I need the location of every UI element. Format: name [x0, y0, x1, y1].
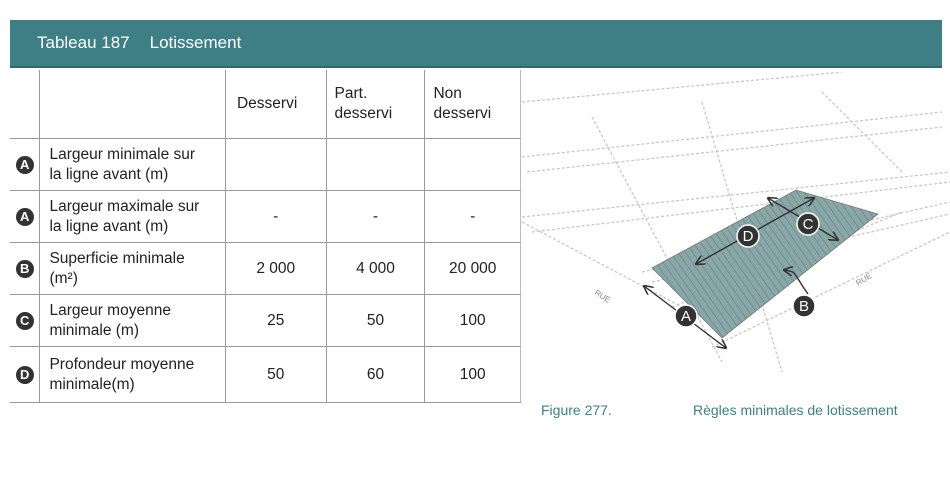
badge-d-icon: D [16, 366, 34, 384]
figure-caption-text: Règles minimales de lotissement [693, 402, 898, 418]
figure-caption-number: Figure 277. [541, 402, 612, 418]
table-head-row [10, 70, 521, 139]
col-header-non-desservi [425, 70, 521, 139]
badge-a-label-icon [675, 305, 697, 327]
col-header-desservi: Desservi [225, 70, 326, 139]
cell-desservi: 2 000 [225, 243, 326, 295]
svg-text:A: A [680, 308, 692, 325]
cell-desservi [225, 139, 326, 191]
row-label: Largeur maximale sur la ligne avant (m) [40, 191, 226, 243]
head-cell-icon [10, 70, 40, 139]
badge-c-label-icon [797, 213, 819, 235]
badge-c-icon: C [16, 312, 34, 330]
badge-b-label-icon [793, 295, 815, 317]
cell-desservi: 25 [225, 295, 326, 347]
head-cell-label [40, 70, 226, 139]
cell-desservi: 50 [225, 347, 326, 403]
row-label: Largeur moyenne minimale (m) [40, 295, 226, 347]
row-label: Largeur minimale sur la ligne avant (m) [40, 139, 226, 191]
svg-text:B: B [798, 298, 810, 315]
table-number: Tableau 187 [37, 33, 130, 52]
cell-desservi: - [225, 191, 326, 243]
table-title: Lotissement [149, 33, 242, 52]
svg-text:D: D [742, 228, 754, 245]
table-row [10, 139, 521, 191]
cell-non-desservi: 100 [425, 347, 521, 403]
col-header-non-line1: Non [433, 85, 462, 102]
cell-part-desservi: - [326, 191, 425, 243]
lot-rules-table [10, 70, 521, 403]
badge-a-icon: A [16, 208, 34, 226]
cell-part-desservi [326, 139, 425, 191]
col-header-non-line2: desservi [433, 105, 492, 122]
cell-part-desservi: 4 000 [326, 243, 425, 295]
svg-text:C: C [802, 216, 814, 233]
cell-non-desservi: - [425, 191, 521, 243]
table-header [10, 20, 942, 68]
table-row [10, 191, 521, 243]
col-header-part-desservi [326, 70, 425, 139]
row-label: Superficie minimale (m²) [40, 243, 226, 295]
cell-part-desservi: 60 [326, 347, 425, 403]
col-header-part-line2: desservi [334, 105, 393, 122]
badge-d-label-icon [737, 225, 759, 247]
table-row [10, 295, 521, 347]
cell-non-desservi: 20 000 [425, 243, 521, 295]
cell-part-desservi: 50 [326, 295, 425, 347]
col-header-part-line1: Part. [334, 85, 368, 102]
table-row [10, 347, 521, 403]
badge-b-icon: B [16, 260, 34, 278]
cell-non-desservi [425, 139, 521, 191]
lot-diagram [522, 72, 950, 382]
row-label: Profondeur moyenne minimale(m) [40, 347, 226, 403]
street-label-right: RUE [854, 271, 874, 288]
cell-non-desservi: 100 [425, 295, 521, 347]
badge-a-icon: A [16, 156, 34, 174]
street-label-left: RUE [592, 288, 613, 305]
table-row [10, 243, 521, 295]
